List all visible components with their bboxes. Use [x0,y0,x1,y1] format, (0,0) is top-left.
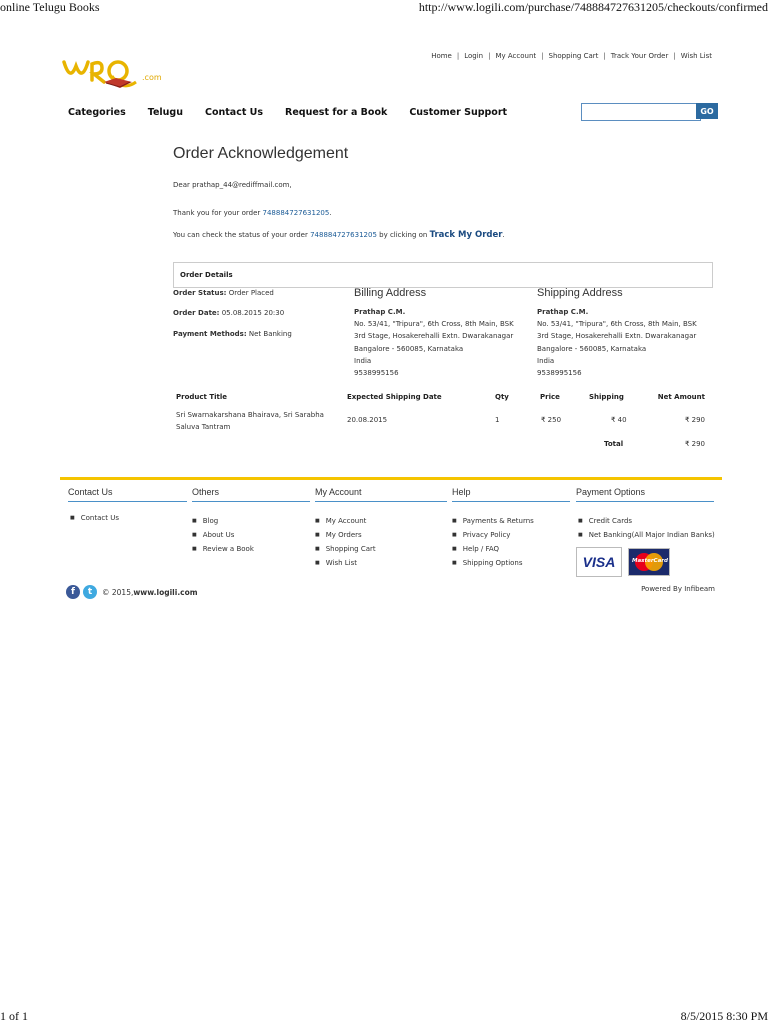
top-link-home[interactable]: Home [431,52,452,60]
footer-link-blog[interactable]: ■ Blog [192,514,310,528]
billing-address [354,306,514,379]
footer-rule [576,501,714,502]
shipping-line: 3rd Stage, Hosakerehalli Extn. Dwarakanagar [537,332,697,341]
shipping-line: Bangalore - 560085, Karnataka [537,344,647,353]
footer-link-wish-list[interactable]: ■ Wish List [315,556,447,570]
thank-you-suffix: . [329,209,332,217]
twitter-glyph: t [87,587,93,597]
footer-col-contact [68,487,187,522]
footer-payment-title: Payment Options [576,487,646,497]
cell-price: ₹ 250 [541,416,562,424]
order-date-value: 05.08.2015 20:30 [221,309,285,317]
order-date-label: Order Date: [173,309,220,317]
footer-link-contact-us[interactable]: ■ Contact Us [70,514,187,522]
print-footer-date: 8/5/2015 8:30 PM [680,1009,768,1023]
site-logo[interactable] [62,52,166,92]
payment-method-value: Net Banking [248,330,292,338]
shipping-address-title: Shipping Address [537,287,623,299]
visa-text: VISA [582,554,616,570]
footer-rule [452,501,570,502]
billing-line: Bangalore - 560085, Karnataka [354,344,464,353]
footer-payment-net-banking: ■ Net Banking(All Major Indian Banks) [578,528,714,542]
top-link-shopping-cart[interactable]: Shopping Cart [548,52,599,60]
cell-shipping: ₹ 40 [611,416,627,424]
thank-you-prefix: Thank you for your order [173,209,263,217]
thank-you-line [173,209,332,217]
order-status-label: Order Status: [173,289,227,297]
top-link-wish-list[interactable]: Wish List [680,52,712,60]
product-title-link[interactable] [176,409,324,433]
footer-others-title: Others [192,487,220,497]
footer-link-review-book[interactable]: ■ Review a Book [192,542,310,556]
billing-address-title: Billing Address [354,287,427,299]
search-button[interactable]: GO [696,103,718,119]
footer-link-my-orders[interactable]: ■ My Orders [315,528,447,542]
nav-request-book[interactable]: Request for a Book [285,107,388,118]
payment-method-label: Payment Methods: [173,330,247,338]
powered-by: Powered By Infibeam [641,585,715,593]
status-order-id-link[interactable]: 748884727631205 [310,231,377,239]
footer-link-payments-returns[interactable]: ■ Payments & Returns [452,514,570,528]
social-and-copyright [66,585,198,599]
footer-col-account [315,487,447,570]
copyright [102,588,198,597]
status-middle: by clicking on [376,231,430,239]
cell-ship-date: 20.08.2015 [347,416,388,424]
footer-rule [192,501,310,502]
footer-help-title: Help [452,487,471,497]
copyright-site[interactable]: www.logili.com [133,587,198,597]
footer-link-shipping-options[interactable]: ■ Shipping Options [452,556,570,570]
footer-col-payment [576,487,714,577]
twitter-icon[interactable] [83,585,97,599]
billing-line: India [354,356,372,365]
order-status-value: Order Placed [228,289,274,297]
print-header-url: http://www.logili.com/purchase/748884727631205/checkouts/confirmed [418,0,768,14]
product-title-line-1: Sri Swarnakarshana Bhairava, Sri Sarabha [176,411,324,419]
page-title: Order Acknowledgement [173,145,349,162]
col-product-title: Product Title [176,393,227,401]
nav-customer-support[interactable]: Customer Support [409,107,508,118]
mastercard-text: MasterCard [632,558,668,564]
visa-logo [576,547,622,577]
footer-col-help [452,487,570,570]
table-row [176,409,324,433]
shipping-line: India [537,356,555,365]
footer-rule [315,501,447,502]
print-header-title: online Telugu Books [0,0,100,14]
nav-telugu[interactable]: Telugu [147,107,183,118]
footer-col-others [192,487,310,556]
main-nav [68,107,529,118]
nav-categories[interactable]: Categories [68,107,126,118]
billing-line: 3rd Stage, Hosakerehalli Extn. Dwarakanagar [354,332,514,341]
footer-contact-title: Contact Us [68,487,113,497]
status-suffix: . [502,231,505,239]
status-prefix: You can check the status of your order [173,231,311,239]
order-status [173,289,274,297]
nav-contact-us[interactable]: Contact Us [204,107,264,118]
shipping-name: Prathap C.M. [537,308,589,316]
shipping-line: No. 53/41, "Tripura", 6th Cross, 8th Main, BSK [537,320,697,329]
payment-method [173,330,292,338]
billing-line: No. 53/41, "Tripura", 6th Cross, 8th Main, BSK [354,320,514,329]
col-shipping: Shipping [589,393,624,401]
facebook-icon[interactable] [66,585,80,599]
footer-link-privacy-policy[interactable]: ■ Privacy Policy [452,528,570,542]
billing-phone: 9538995156 [354,369,399,378]
col-qty: Qty [495,393,509,401]
cell-net-amount: ₹ 290 [684,416,705,424]
greeting: Dear prathap_44@rediffmail.com, [173,181,292,189]
order-details-label: Order Details [180,271,233,279]
status-line [173,230,505,240]
facebook-glyph: f [71,587,75,597]
order-id-link[interactable]: 748884727631205 [262,209,330,217]
shipping-address [537,306,697,379]
print-footer-page: 1 of 1 [0,1009,28,1023]
billing-name: Prathap C.M. [354,308,406,316]
cell-qty: 1 [495,416,500,424]
top-link-login[interactable]: Login [464,52,484,60]
footer-link-shopping-cart[interactable]: ■ Shopping Cart [315,542,447,556]
footer-rule [68,501,187,502]
order-details-header [173,262,713,288]
footer-link-help-faq[interactable]: ■ Help / FAQ [452,542,570,556]
shipping-phone: 9538995156 [537,369,582,378]
top-link-my-account[interactable]: My Account [495,52,537,60]
product-title-line-2: Saluva Tantram [176,423,231,431]
col-price: Price [540,393,560,401]
top-links: Home | Login | My Account | Shopping Cart | Track Your Order | Wish List [431,52,712,60]
mastercard-logo [628,548,670,576]
top-link-track-order[interactable]: Track Your Order [610,52,669,60]
footer-divider [60,477,722,480]
logo-icon [62,52,166,92]
col-expected-shipping-date: Expected Shipping Date [347,393,442,401]
col-net-amount: Net Amount [657,393,705,401]
copyright-prefix: © 2015, [102,587,134,597]
footer-payment-credit-cards: ■ Credit Cards [578,514,714,528]
search-input[interactable] [581,103,701,121]
order-date [173,309,284,317]
total-value: ₹ 290 [684,440,705,448]
footer-link-my-account[interactable]: ■ My Account [315,514,447,528]
footer-account-title: My Account [315,487,362,497]
logo-suffix: .com [142,73,162,82]
total-label: Total [604,440,624,448]
footer-link-about-us[interactable]: ■ About Us [192,528,310,542]
track-my-order-link[interactable]: Track My Order [429,230,503,240]
